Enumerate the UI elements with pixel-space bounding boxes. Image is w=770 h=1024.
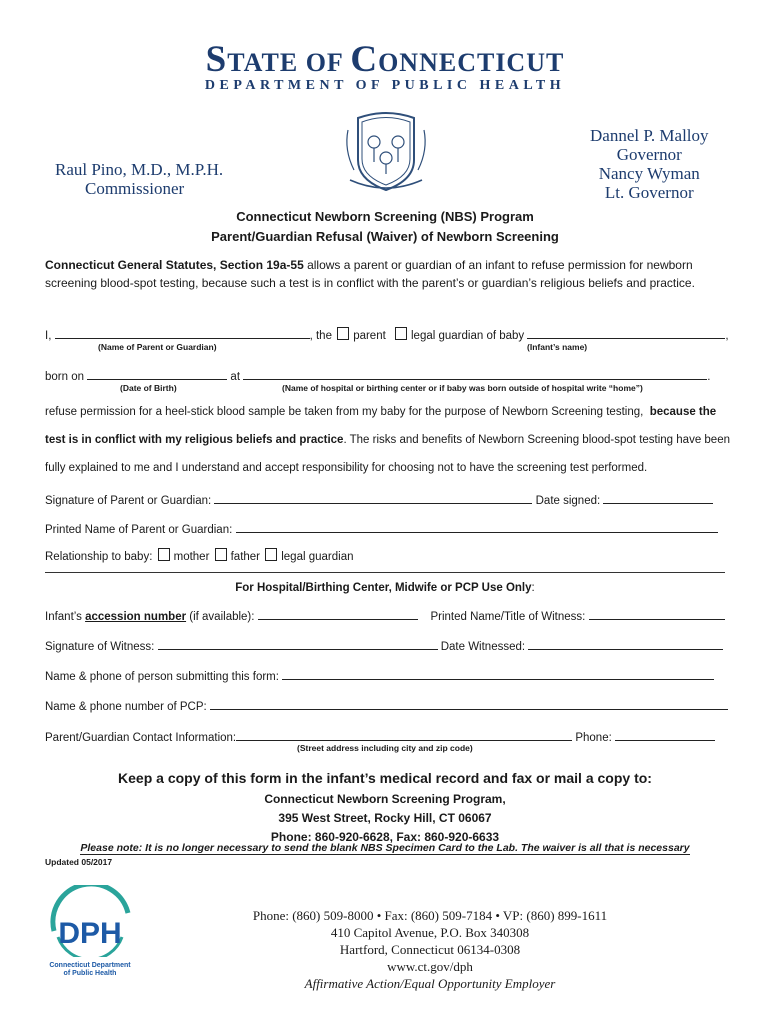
refuse-text: refuse permission for a heel-stick blood sample be taken from my baby for the purpose of Newborn Screening testing, (45, 406, 644, 418)
state-title: STATE OF CONNECTICUT (205, 39, 565, 80)
hospital-heading-text: For Hospital/Birthing Center, Midwife or PCP Use Only (235, 582, 532, 594)
parent-option-label: parent (353, 330, 386, 342)
updated-date: Updated 05/2017 (45, 857, 113, 867)
period: . (707, 371, 711, 383)
commissioner-title: Commissioner (85, 179, 185, 198)
accession-prefix: Infant’s (45, 611, 82, 623)
caption-infant-name: (Infant’s name) (527, 342, 588, 352)
conflict-line (45, 434, 730, 446)
relationship-label: Relationship to baby: (45, 551, 153, 563)
dph-logo-mark (40, 885, 145, 957)
statute-citation: Connecticut General Statutes, Section 19a-55 (45, 258, 304, 272)
father-label: father (230, 551, 261, 563)
footer-phone-line: Phone: (860) 509-8000 • Fax: (860) 509-7184 • VP: (860) 899-1611 (252, 908, 608, 923)
row-submitter (45, 667, 714, 683)
pcp-field[interactable] (210, 697, 728, 710)
footer-address-2: Hartford, Connecticut 06134-0308 (339, 942, 521, 957)
form-title-line-1: Connecticut Newborn Screening (NBS) Program (236, 209, 534, 224)
hospital-section-heading (0, 582, 770, 594)
mother-label: mother (173, 551, 210, 563)
colon: : (531, 582, 535, 594)
governor-name: Dannel P. Malloy (590, 126, 709, 145)
date-witnessed-label: Date Witnessed: (440, 641, 526, 653)
witness-signature-label: Signature of Witness: (45, 641, 155, 653)
row-relationship (45, 548, 354, 563)
witness-signature-field[interactable] (158, 637, 438, 650)
because-text-1: because the (649, 406, 717, 418)
please-note (0, 842, 770, 854)
legal-guardian-option-label: legal guardian of baby (411, 330, 525, 342)
caption-street: (Street address including city and zip code) (297, 743, 473, 753)
printed-name-label: Printed Name of Parent or Guardian: (45, 524, 233, 536)
printed-name-field[interactable] (236, 520, 718, 533)
caption-parent-name: (Name of Parent or Guardian) (98, 342, 217, 352)
governor-title: Governor (616, 145, 682, 164)
dph-logo (40, 885, 145, 980)
state-seal (340, 110, 432, 196)
dph-caption-1: Connecticut Department (49, 962, 131, 969)
date-signed-label: Date signed: (535, 495, 601, 507)
because-text-2: test is in conflict with my religious beliefs and practice (45, 434, 344, 446)
statute-text: allows a parent or guardian of an infant to refuse permission for newborn screening blood-spot testing, because such a test is in conflict with the parent’s or guardian’s religious beliefs and practice. (45, 258, 695, 290)
witness-name-label: Printed Name/Title of Witness: (430, 611, 586, 623)
father-checkbox[interactable] (215, 548, 227, 561)
parent-checkbox[interactable] (337, 327, 349, 340)
refuse-line (45, 406, 716, 418)
legal-guardian-rel-checkbox[interactable] (265, 548, 277, 561)
row-parent-name (45, 326, 729, 342)
department-name: DEPARTMENT OF PUBLIC HEALTH (204, 78, 566, 93)
footer-eoe: Affirmative Action/Equal Opportunity Employer (304, 976, 556, 991)
dph-caption-2: of Public Health (63, 970, 117, 977)
form-title-line-2: Parent/Guardian Refusal (Waiver) of Newborn Screening (211, 229, 559, 244)
program-name: Connecticut Newborn Screening Program, (264, 792, 506, 806)
accession-number-field[interactable] (258, 607, 418, 620)
label-born-on: born on (45, 371, 85, 383)
row-contact (45, 728, 715, 744)
label-i: I, (45, 330, 52, 342)
please-note-text: Please note: It is no longer necessary to send the blank NBS Specimen Card to the Lab. The waiver is all that is necessary (80, 842, 690, 854)
row-pcp (45, 697, 728, 713)
caption-date-of-birth: (Date of Birth) (120, 383, 177, 393)
row-witness-signature (45, 637, 723, 653)
contact-phone-field[interactable] (615, 728, 715, 741)
legal-guardian-checkbox[interactable] (395, 327, 407, 340)
footer-contact (170, 907, 690, 992)
date-signed-field[interactable] (603, 491, 713, 504)
mother-checkbox[interactable] (158, 548, 170, 561)
infant-name-field[interactable] (527, 326, 725, 339)
date-witnessed-field[interactable] (528, 637, 723, 650)
signature-label: Signature of Parent or Guardian: (45, 495, 212, 507)
risks-text: . The risks and benefits of Newborn Screening blood-spot testing have been (343, 434, 730, 446)
pcp-label: Name & phone number of PCP: (45, 701, 207, 713)
footer-website[interactable]: www.ct.gov/dph (387, 959, 473, 974)
accession-label: accession number (85, 611, 187, 623)
signature-field[interactable] (214, 491, 532, 504)
program-street: 395 West Street, Rocky Hill, CT 06067 (278, 811, 492, 825)
caption-hospital: (Name of hospital or birthing center or if baby was born outside of hospital write “home”) (282, 383, 643, 393)
witness-name-field[interactable] (589, 607, 725, 620)
program-phone-fax: Phone: 860-920-6628, Fax: 860-920-6633 (270, 830, 500, 844)
label-at: at (230, 371, 241, 383)
lt-governor-title: Lt. Governor (604, 183, 694, 202)
contact-address-field[interactable] (236, 728, 572, 741)
contact-label: Parent/Guardian Contact Information: (45, 732, 237, 744)
keep-copy-instruction: Keep a copy of this form in the infant’s medical record and fax or mail a copy to: (118, 770, 652, 786)
comma: , (725, 330, 729, 342)
commissioner-block (55, 160, 223, 198)
legal-guardian-rel-label: legal guardian (281, 551, 354, 563)
row-printed-name (45, 520, 718, 536)
dph-logo-caption (40, 962, 140, 978)
mailing-address (0, 790, 770, 847)
accession-suffix: (if available): (189, 611, 255, 623)
section-divider (45, 572, 725, 573)
form-title (0, 207, 770, 247)
parent-name-field[interactable] (55, 326, 310, 339)
hospital-name-field[interactable] (243, 367, 707, 380)
governor-block (590, 126, 709, 202)
statute-paragraph (45, 256, 735, 292)
row-birth (45, 367, 710, 383)
footer-address-1: 410 Capitol Avenue, P.O. Box 340308 (330, 925, 530, 940)
row-signature (45, 491, 713, 507)
commissioner-name: Raul Pino, M.D., M.P.H. (55, 160, 224, 179)
lt-governor-name: Nancy Wyman (598, 164, 700, 183)
date-of-birth-field[interactable] (87, 367, 227, 380)
submitter-field[interactable] (282, 667, 714, 680)
dph-logo-text: DPH (58, 917, 122, 950)
explained-line: fully explained to me and I understand and accept responsibility for choosing not to have the screening test performed. (45, 462, 648, 474)
label-the: , the (309, 330, 332, 342)
phone-label: Phone: (575, 732, 612, 744)
row-accession (45, 607, 725, 623)
submitter-label: Name & phone of person submitting this form: (45, 671, 279, 683)
